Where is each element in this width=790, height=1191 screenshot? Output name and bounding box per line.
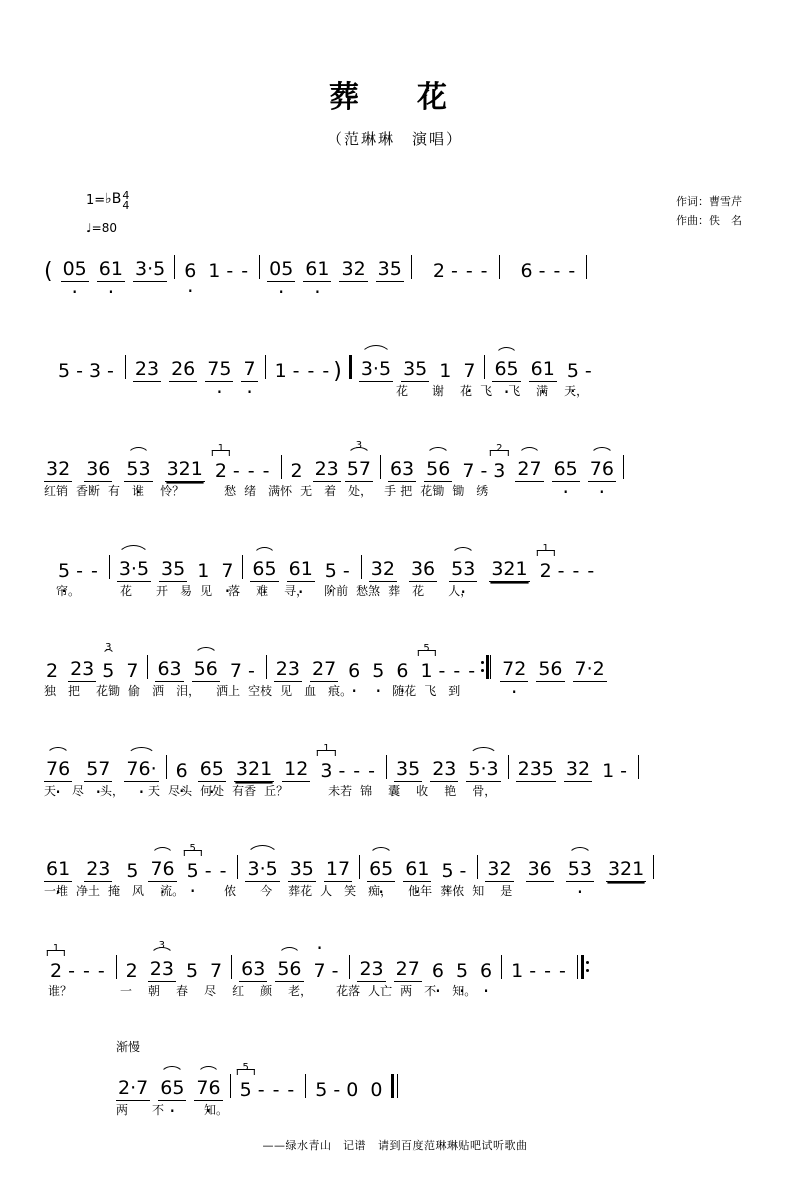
lyric-syllable: 骨， — [472, 784, 497, 798]
note: 2 — [432, 260, 445, 282]
note: 5 · — [56, 560, 72, 582]
system-4 — [44, 538, 746, 638]
lyric-syllable: 丘？ — [264, 784, 289, 798]
note: 61 · — [529, 358, 557, 382]
lyric-syllable: 何处 — [200, 784, 225, 798]
note: 1 — [602, 760, 615, 782]
lyrics-row — [44, 582, 746, 604]
note: 6 · — [394, 660, 410, 682]
note: 63 — [157, 658, 182, 680]
lyric-syllable: 天 — [44, 784, 57, 798]
lyric-syllable: 两 — [400, 984, 413, 998]
note: 53 · — [566, 858, 594, 882]
note: 3·5 — [247, 858, 278, 880]
lyric-syllable: 泪， — [176, 684, 201, 698]
note: 05 · — [61, 258, 89, 282]
lyrics-row — [44, 282, 746, 304]
barline — [411, 255, 412, 279]
performer-subtitle: （范琳琳 演唱） — [326, 130, 463, 148]
note: 1 3 — [320, 743, 333, 782]
lyric-syllable: 落 — [228, 584, 241, 598]
note: 5 · — [323, 560, 339, 582]
lyric-syllable: 开 — [156, 584, 169, 598]
note: 1 — [511, 960, 524, 982]
lyric-syllable: 人亡 — [368, 984, 393, 998]
lyric-syllable: 不 — [424, 984, 437, 998]
lyrics-row — [44, 882, 746, 904]
note: 12 — [284, 758, 309, 780]
notes-row: 32 36 53 · 321 1 2 - - - 2 23 3 57 63 56 7 - 2 3 27 65 · 76 · — [44, 438, 746, 482]
lyric-syllable: 天， — [564, 384, 589, 398]
lyric-syllable: 未若 — [328, 784, 353, 798]
note: 321 — [607, 858, 645, 880]
barline — [116, 955, 117, 979]
note: 7 · — [219, 560, 235, 582]
transcriber-credit: ——绿水青山 记谱 — [262, 1139, 366, 1152]
note: 65 · — [367, 858, 395, 882]
lyric-syllable: 到 — [448, 684, 461, 698]
barline — [242, 555, 243, 579]
barline — [477, 855, 478, 879]
notes-row: 2·7 65 · 76 · 5 5 - - - 5 - 0 0 — [116, 1057, 746, 1101]
note: 56 — [193, 658, 218, 680]
page-title: 葬 花 — [329, 80, 461, 115]
lyric-syllable: 风 — [132, 884, 145, 898]
note: 63 — [389, 458, 415, 480]
lyric-syllable: 香断 — [76, 484, 101, 498]
note: 0 — [370, 1079, 383, 1101]
note: 35 — [396, 758, 421, 780]
system-7 — [44, 838, 746, 938]
note: 5 · — [439, 860, 455, 882]
note: 75 · — [205, 358, 233, 382]
lyric-syllable: 朝 — [148, 984, 161, 998]
note: 6 · — [346, 660, 362, 682]
lyric-syllable: 愁 — [224, 484, 237, 498]
lyric-syllable: 易 — [180, 584, 193, 598]
barline — [174, 255, 175, 279]
note: 36 — [410, 558, 436, 580]
note: 1 2 — [214, 443, 227, 482]
note: 3 57 — [346, 440, 371, 480]
barline — [361, 555, 362, 579]
lyric-syllable: 花锄 — [96, 684, 121, 698]
notes-row: 5 - 3 - 23 26 75 · 7 · 1 - - - ) 3·5 35 1 7 · 65 · 61 · 5 · - — [44, 338, 746, 382]
listening-note: 请到百度范琳琳贴吧试听歌曲 — [378, 1139, 528, 1152]
note: 35 — [289, 858, 314, 880]
note: 6 · — [182, 260, 198, 282]
note: 2 — [125, 960, 138, 982]
lyric-syllable: 飞 — [424, 684, 437, 698]
note: 53 · — [449, 558, 477, 582]
lyric-syllable: 阶前 — [324, 584, 349, 598]
note: 61 · — [97, 258, 125, 282]
lyric-syllable: 花 — [396, 384, 409, 398]
note: 23 — [86, 858, 111, 880]
lyric-syllable: 花 — [120, 584, 133, 598]
note: 27 — [395, 958, 420, 980]
notes-row: 5 · - - 3·5 35 1 7 · 65 · 61 · 5 · - 32 36 53 · 321 1 2 - - - — [44, 538, 746, 582]
lyric-syllable: 红销 — [44, 484, 69, 498]
lyric-syllable: 葬 — [388, 584, 401, 598]
lyric-syllable: 着 — [324, 484, 337, 498]
lyric-syllable: 愁煞 — [356, 584, 381, 598]
lyric-syllable: 花 — [460, 384, 473, 398]
note: 27 — [517, 458, 542, 480]
note: 56 — [426, 458, 451, 480]
note: 2 — [46, 660, 59, 682]
lyric-syllable: 知。 — [452, 984, 477, 998]
lyric-syllable: 他年 — [408, 884, 433, 898]
lyric-syllable: 收 — [416, 784, 429, 798]
barline — [653, 855, 654, 879]
system-9 — [44, 1038, 746, 1138]
note: 7·2 — [574, 658, 605, 680]
note: 1 — [197, 560, 210, 582]
note: 3 23 — [149, 940, 174, 980]
lyric-syllable: 两 — [116, 1103, 129, 1117]
lyric-syllable: 春 — [176, 984, 189, 998]
lyric-syllable: 洒上 — [216, 684, 241, 698]
lyric-syllable: 知。 — [204, 1103, 229, 1117]
note: 6 · — [174, 760, 190, 782]
note: 36 — [527, 858, 552, 880]
note: 5 5 — [239, 1062, 252, 1101]
note: 6 · — [430, 960, 446, 982]
note: 7 · — [461, 360, 477, 382]
sheet-music-page — [0, 72, 790, 1191]
system-5 — [44, 638, 746, 738]
note: 65 · — [198, 758, 226, 782]
final-barline-thin — [397, 1074, 398, 1098]
lyric-syllable: 见 — [200, 584, 213, 598]
note: 35 — [377, 258, 402, 280]
lyric-syllable: 独 — [44, 684, 57, 698]
lyric-syllable: 一堆 — [44, 884, 69, 898]
note: 3·5 — [360, 358, 392, 380]
note: 6 — [520, 260, 533, 282]
note: 65 · — [492, 358, 520, 382]
lyric-syllable: 葬侬 — [440, 884, 465, 898]
lyrics-row — [44, 682, 746, 704]
lyric-syllable: 满怀 — [268, 484, 293, 498]
lyric-syllable: 掩 — [108, 884, 121, 898]
note: 2 3 — [493, 443, 506, 482]
note: 5 · — [370, 660, 386, 682]
lyric-syllable: 飞 — [508, 384, 521, 398]
barline — [231, 955, 232, 979]
lyric-syllable: 今 — [260, 884, 273, 898]
lyric-syllable: 痕。 — [328, 684, 353, 698]
final-barline — [391, 1074, 394, 1098]
lyric-syllable: 净土 — [76, 884, 101, 898]
note: 7 — [462, 460, 475, 482]
lyric-syllable: 把 — [68, 684, 81, 698]
note: 56 — [277, 958, 302, 980]
note: 76 · — [194, 1077, 222, 1101]
note: 35 — [403, 358, 428, 380]
barline — [125, 355, 126, 379]
barline — [230, 1074, 231, 1098]
barline — [349, 955, 350, 979]
repeat-end-barline — [577, 955, 584, 979]
note: 1 2 — [539, 543, 552, 582]
note: 7 — [126, 660, 139, 682]
lyric-syllable: 花落 — [336, 984, 361, 998]
lyric-syllable: 寻， — [284, 584, 309, 598]
note: 32 — [487, 858, 512, 880]
music-systems — [0, 238, 790, 1138]
note: 61 · — [287, 558, 315, 582]
barline — [380, 455, 381, 479]
lyric-syllable: 满 — [536, 384, 549, 398]
lyric-syllable: 尽头 — [168, 784, 193, 798]
credits — [676, 192, 742, 230]
note: 5 5 · — [185, 860, 201, 882]
footer — [0, 1137, 790, 1153]
note: 23 — [275, 658, 300, 680]
note: 61 · — [403, 858, 431, 882]
note: 5 — [185, 960, 199, 982]
note: 6 · — [478, 960, 494, 982]
note: 57 · — [84, 758, 112, 782]
lyric-syllable: 天 — [148, 784, 161, 798]
lyric-syllable: 痴， — [368, 884, 393, 898]
note: 23 — [314, 458, 339, 480]
lyric-syllable: 花 — [412, 584, 425, 598]
close-paren: ) — [333, 359, 342, 384]
note: 53 · — [124, 458, 152, 482]
note: 23 — [432, 758, 457, 780]
system-3 — [44, 438, 746, 538]
note: 5·3 — [468, 758, 499, 780]
lyric-syllable: 红 — [232, 984, 245, 998]
note: 2 — [290, 460, 303, 482]
note: 61 · — [303, 258, 331, 282]
note: 1 2 — [50, 943, 63, 982]
lyric-syllable: 无 — [300, 484, 313, 498]
note: 72 · — [500, 658, 528, 682]
system-8 — [44, 938, 746, 1038]
note: 321 — [166, 458, 203, 480]
system-2 — [44, 338, 746, 438]
key-and-tempo — [86, 189, 130, 235]
note: 05 · — [267, 258, 295, 282]
lyric-syllable: 见 — [280, 684, 293, 698]
note: 235 — [517, 758, 554, 780]
lyric-syllable: 葬花 — [288, 884, 313, 898]
lyric-syllable: 花锄 — [420, 484, 445, 498]
note: 23 — [70, 658, 95, 680]
note: 23 — [134, 358, 160, 380]
lyric-syllable: 有 — [108, 484, 121, 498]
open-paren: ( — [44, 259, 53, 284]
note: 7 · — [241, 358, 257, 382]
lyric-syllable: 老， — [288, 984, 313, 998]
note: 32 — [46, 458, 71, 480]
repeat-start-barline — [486, 655, 493, 679]
lyric-syllable: 处， — [348, 484, 373, 498]
barline — [638, 755, 639, 779]
lyric-syllable: 有香 — [232, 784, 257, 798]
lyric-syllable: 飞 — [480, 384, 493, 398]
sustain-dash: - — [241, 260, 249, 282]
barline — [259, 255, 260, 279]
lyric-syllable: 锦 — [360, 784, 373, 798]
notes-row: 61 · 23 5 76 · 5 5 · - - 3·5 35 17 65 · 61 · 5 · - 32 36 53 · 321 — [44, 838, 746, 882]
lyric-syllable: 侬 — [224, 884, 237, 898]
note: 3·5 — [118, 558, 150, 580]
tempo-marking-rit: 渐慢 — [116, 1040, 141, 1054]
notes-row: ( 05 · 61 · 3·5 6 · 1 - - 05 · 61 · 32 35 2 - - - 6 - - - — [44, 238, 746, 282]
barline — [359, 855, 360, 879]
lyric-syllable: 洒 — [152, 684, 165, 698]
barline — [265, 355, 266, 379]
lyric-syllable: 难 — [256, 584, 269, 598]
tempo-marking: ♩=80 — [86, 221, 117, 235]
lyric-syllable: 艳 — [444, 784, 457, 798]
lyrics-row — [44, 382, 746, 404]
note: 1 — [439, 360, 452, 382]
lyrics-row — [44, 782, 746, 804]
lyrics-row — [44, 482, 746, 504]
note: 63 — [241, 958, 266, 980]
note: 35 — [161, 558, 186, 580]
note: 23 — [359, 958, 384, 980]
key-name: ♭B — [105, 191, 122, 207]
lyric-syllable: 尽 — [72, 784, 85, 798]
note: 32 — [565, 758, 591, 780]
note: 26 — [171, 358, 196, 380]
lyric-syllable: 手 — [384, 484, 397, 498]
note: 2·7 — [118, 1077, 149, 1099]
note: 56 — [538, 658, 563, 680]
note: 5 — [126, 860, 139, 882]
note: 7 — [229, 660, 242, 682]
note: 7 — [210, 960, 223, 982]
note: 32 — [370, 558, 395, 580]
lyric-syllable: 头， — [100, 784, 125, 798]
note: 5 1 — [420, 643, 433, 682]
notes-row: 1 2 - - - 2 3 23 5 7 63 56 · 7 - 23 27 6 · 5 · 6 · 1 - - - — [44, 938, 746, 982]
system-1 — [44, 238, 746, 338]
barline — [147, 655, 148, 679]
note: 32 — [341, 258, 366, 280]
barline — [484, 355, 485, 379]
lyric-syllable: 知 — [472, 884, 485, 898]
note: · 7 — [312, 960, 328, 982]
barline — [501, 955, 502, 979]
lyric-syllable: 流。 — [160, 884, 185, 898]
note: 65 · — [250, 558, 278, 582]
barline — [349, 355, 352, 379]
note: 321 — [235, 758, 273, 780]
note: 65 · — [552, 458, 580, 482]
lyric-syllable: 人， — [448, 584, 473, 598]
barline — [281, 455, 282, 479]
note: 321 — [491, 558, 528, 580]
lyric-syllable: 偷 — [128, 684, 141, 698]
lyric-syllable: 绪 — [244, 484, 257, 498]
note: 61 · — [44, 858, 72, 882]
lyric-syllable: 帘。 — [56, 584, 81, 598]
notes-row: 2 23 3 5 7 63 56 7 - 23 27 6 · 5 · 6 · 5 1 - - - 72 · 56 7·2 — [44, 638, 746, 682]
sustain-dash: - — [226, 260, 234, 282]
note: 5 · — [454, 960, 470, 982]
system-6 — [44, 738, 746, 838]
note: 36 — [86, 458, 111, 480]
lyric-syllable: 空枝 — [248, 684, 273, 698]
lyric-syllable: 绣 — [476, 484, 489, 498]
note: 76 · — [148, 858, 176, 882]
lyric-syllable: 颜 — [260, 984, 273, 998]
barline — [386, 755, 387, 779]
barline — [109, 555, 110, 579]
lyric-syllable: 把 — [400, 484, 413, 498]
lyric-syllable: 谁？ — [48, 984, 73, 998]
note: 76· · — [124, 758, 158, 782]
note: 5 · — [565, 360, 581, 382]
note: 76 · — [588, 458, 616, 482]
notes-row: 76 · 57 · 76· · 6 · 65 · 321 12 1 3 - - - 35 23 5·3 235 32 1 - — [44, 738, 746, 782]
lyric-syllable: 囊 — [388, 784, 401, 798]
note: 3 — [88, 360, 102, 382]
barline — [623, 455, 624, 479]
lyric-syllable: 谢 — [432, 384, 445, 398]
lyric-syllable: 一 — [120, 984, 133, 998]
note: 5 — [58, 360, 71, 382]
barline — [586, 255, 587, 279]
barline — [499, 255, 500, 279]
key-prefix: 1= — [86, 193, 106, 208]
composer-credit: 作曲：佚 名 — [676, 214, 742, 227]
note: 3·5 — [134, 258, 166, 280]
lyric-syllable: 锄 — [452, 484, 465, 498]
lyric-syllable: 不 — [152, 1103, 165, 1117]
barline — [266, 655, 267, 679]
lyric-syllable: 笑 — [344, 884, 357, 898]
note: 76 · — [44, 758, 72, 782]
lyric-syllable: 血 — [304, 684, 317, 698]
lyrics-row — [44, 982, 746, 1004]
note: 5 — [315, 1079, 328, 1101]
lyric-syllable: 尽 — [204, 984, 217, 998]
note: 17 — [325, 858, 351, 880]
barline — [508, 755, 509, 779]
barline — [166, 755, 167, 779]
lyricist-credit: 作词：曹雪芹 — [676, 195, 742, 208]
lyric-syllable: 随花 — [392, 684, 417, 698]
lyric-syllable: 人 — [320, 884, 333, 898]
note: 27 — [311, 658, 337, 680]
lyric-syllable: 是 — [500, 884, 513, 898]
note: 3 5 — [102, 642, 115, 682]
lyric-syllable: 谁 — [132, 484, 145, 498]
time-signature: 4 4 — [122, 189, 130, 212]
lyric-syllable: 怜？ — [160, 484, 185, 498]
note: 65 · — [158, 1077, 186, 1101]
note: 0 — [346, 1079, 359, 1101]
barline — [305, 1074, 306, 1098]
note: 1 — [208, 260, 221, 282]
note: 1 — [274, 360, 287, 382]
barline — [237, 855, 238, 879]
